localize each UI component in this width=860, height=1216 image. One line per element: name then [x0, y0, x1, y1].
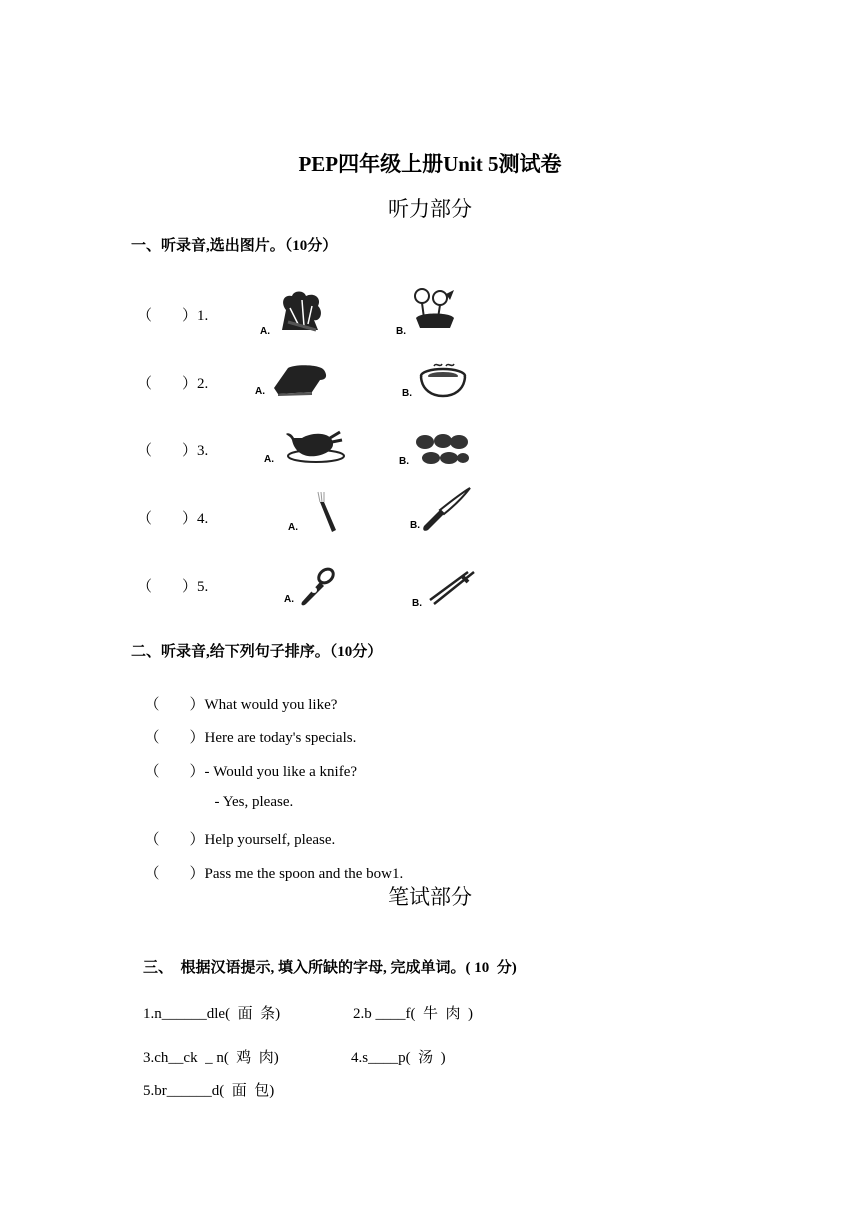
word-fill-5: 5.br______d( 面 包) — [143, 1083, 275, 1099]
vegetables-icon — [276, 290, 328, 334]
item2-b-label: B. — [402, 388, 412, 399]
item3-bracket: （ ）3. — [137, 443, 209, 459]
cookies-icon — [413, 432, 469, 466]
word-fill-1: 1.n______dle( 面 条) — [143, 1006, 281, 1022]
item1-b-label: B. — [396, 326, 406, 337]
spoon-icon — [296, 566, 338, 608]
order-item-3 — [137, 743, 357, 781]
listening-heading: 听力部分 — [388, 197, 472, 221]
chopsticks-icon — [428, 568, 476, 608]
section1-heading: 一、听录音,选出图片。（10分） — [131, 238, 338, 254]
roast-chicken-icon — [282, 428, 346, 464]
word-fill-3: 3.ch__ck _ n( 鸡 肉) — [143, 1050, 279, 1066]
order-bracket: （ ） — [144, 866, 205, 882]
page-title: PEP四年级上册Unit 5测试卷 — [298, 152, 562, 176]
order-item-5 — [137, 845, 403, 883]
order-sentence: - Yes, please. — [214, 794, 294, 810]
order-sentence: Pass me the spoon and the bow1. — [204, 866, 404, 882]
order-bracket: （ ） — [144, 697, 205, 713]
order-sentence: What would you like? — [204, 697, 338, 713]
item3-b-label: B. — [399, 456, 409, 467]
section3-heading: 三、 根据汉语提示, 填入所缺的字母, 完成单词。( 10 分) — [143, 960, 517, 976]
order-sentence: Help yourself, please. — [204, 832, 336, 848]
item4-a-label: A. — [288, 522, 298, 533]
order-item-4 — [137, 811, 335, 849]
fork-icon — [312, 490, 340, 534]
order-bracket: （ ） — [144, 832, 205, 848]
item2-bracket: （ ）2. — [137, 376, 209, 392]
writing-heading: 笔试部分 — [388, 885, 472, 909]
item5-bracket: （ ）5. — [137, 579, 209, 595]
flowers-pot-icon — [410, 286, 460, 332]
order-sentence: - Would you like a knife? — [204, 764, 358, 780]
item3-a-label: A. — [264, 454, 274, 465]
order-sentence: Here are today's specials. — [204, 730, 357, 746]
bread-icon — [270, 362, 330, 396]
item2-a-label: A. — [255, 386, 265, 397]
word-fill-2: 2.b ____f( 牛 肉 ) — [353, 1006, 473, 1022]
order-bracket: （ ） — [144, 730, 205, 746]
order-item-3-reply — [207, 777, 293, 811]
section2-heading: 二、听录音,给下列句子排序。（10分） — [131, 644, 383, 660]
word-fill-4: 4.s____p( 汤 ) — [351, 1050, 446, 1066]
item5-a-label: A. — [284, 594, 294, 605]
order-item-2 — [137, 709, 356, 747]
item4-bracket: （ ）4. — [137, 511, 209, 527]
soup-bowl-icon — [418, 360, 468, 398]
item1-bracket: （ ）1. — [137, 308, 209, 324]
item4-b-label: B. — [410, 520, 420, 531]
item1-a-label: A. — [260, 326, 270, 337]
order-bracket: （ ） — [144, 764, 205, 780]
knife-icon — [420, 486, 472, 534]
item5-b-label: B. — [412, 598, 422, 609]
